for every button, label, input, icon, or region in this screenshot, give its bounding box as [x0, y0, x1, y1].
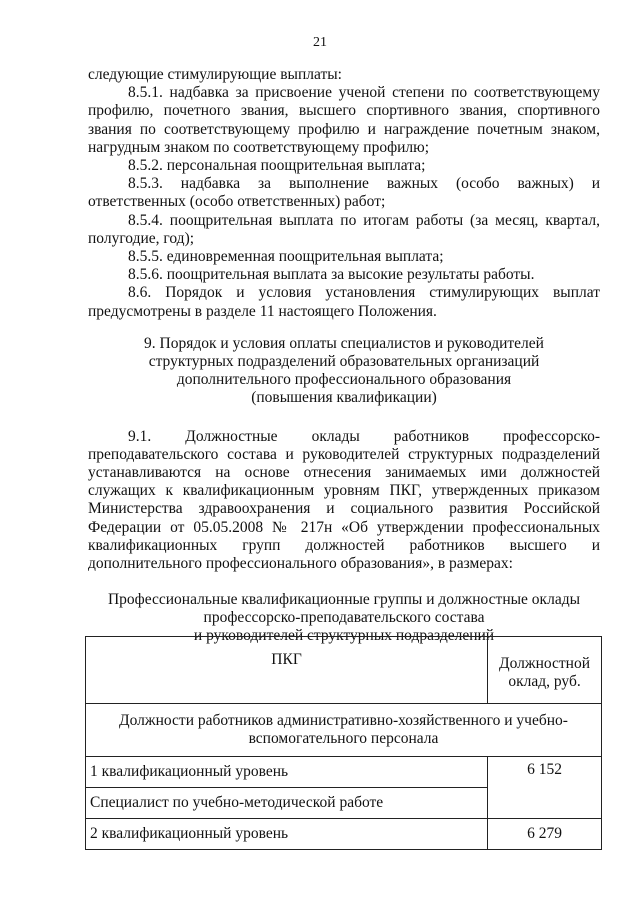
- table-row: [86, 819, 602, 850]
- level-1-position: Специалист по учебно-методической работе: [86, 788, 488, 819]
- paragraph-8-5-1: 8.5.1. надбавка за присвоение ученой степени по соответствующему профилю, почетного звания, высшего спортивного звания, спортивного звания по соответствующему профилю и награждение почетным знаком, нагрудным знаком по соответствующему профилю;: [88, 84, 600, 156]
- table-title-line: Профессиональные квалификационные группы и должностные оклады: [107, 591, 580, 609]
- header-salary: Должностной оклад, руб.: [488, 637, 602, 704]
- table-title-line: профессорско-преподавательского состава: [203, 609, 485, 627]
- paragraph-8-5-6: 8.5.6. поощрительная выплата за высокие результаты работы.: [128, 266, 535, 284]
- paragraph-9-1: 9.1. Должностные оклады работников профессорско-преподавательского состава и руководителей структурных подразделений устанавливаются на основе отнесения занимаемых ими должностей служащих к квалификационным уровням ПКГ, утвержденных приказом Министерства здравоохранения и социального развития Российской Федерации от 05.05.2008 № 217н «Об утверждении профессиональных квалификационных групп должностей работников высшего и дополнительного профессионального образования», в размерах:: [88, 427, 600, 573]
- paragraph-intro: следующие стимулирующие выплаты:: [88, 66, 342, 83]
- table-group-row: [86, 704, 602, 757]
- paragraph-8-6: 8.6. Порядок и условия установления стимулирующих выплат предусмотрены в разделе 11 настоящего Положения.: [88, 284, 600, 320]
- group-title: Должности работников административно-хозяйственного и учебно-вспомогательного персонала: [86, 704, 602, 757]
- page-number: 21: [313, 35, 327, 50]
- table-title-line: и руководителей структурных подразделений: [193, 627, 495, 645]
- level-2-salary: 6 279: [488, 819, 602, 850]
- header-pkg: ПКГ: [86, 637, 488, 704]
- level-1-label: 1 квалификационный уровень: [86, 757, 488, 788]
- level-1-salary: 6 152: [488, 757, 602, 819]
- salary-table: [85, 636, 602, 850]
- paragraph-8-5-3: 8.5.3. надбавка за выполнение важных (особо важных) и ответственных (особо ответственных) работ;: [88, 175, 600, 211]
- section-heading-line: 9. Порядок и условия оплаты специалистов и руководителей: [144, 334, 544, 352]
- table-row: [86, 757, 602, 788]
- section-heading-line: дополнительного профессионального образования: [176, 371, 512, 389]
- section-heading: [88, 335, 600, 408]
- section-heading-line: структурных подразделений образовательных организаций: [148, 353, 540, 371]
- paragraph-8-5-2: 8.5.2. персональная поощрительная выплата;: [128, 157, 426, 175]
- table-header-row: [86, 637, 602, 704]
- paragraph-8-5-5: 8.5.5. единовременная поощрительная выплата;: [128, 248, 444, 266]
- section-heading-line: (повышения квалификации): [251, 389, 437, 407]
- level-2-label: 2 квалификационный уровень: [86, 819, 488, 850]
- document-body: [88, 66, 600, 645]
- paragraph-8-5-4: 8.5.4. поощрительная выплата по итогам работы (за месяц, квартал, полугодие, год);: [88, 211, 600, 247]
